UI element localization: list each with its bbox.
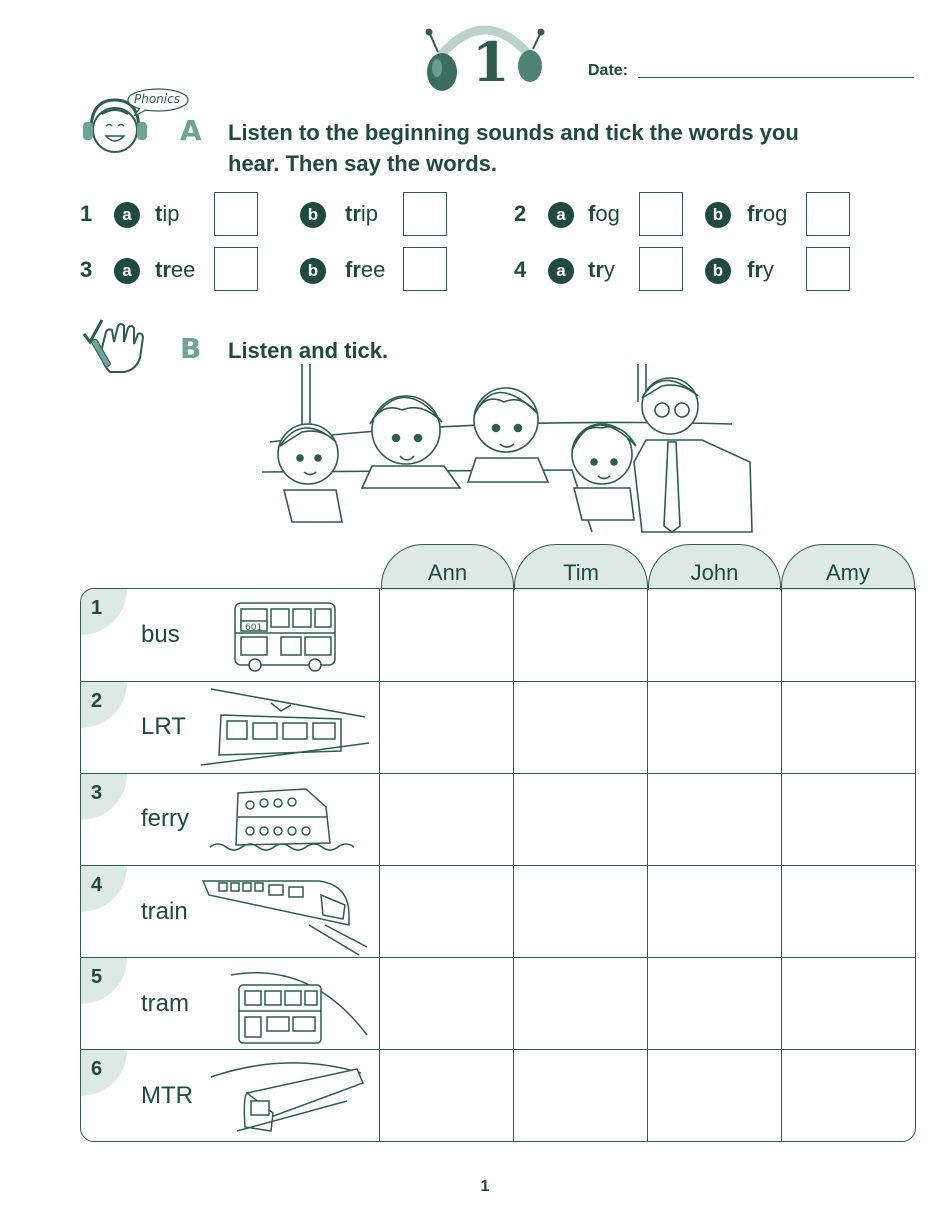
tick-box[interactable] [639, 247, 683, 291]
phonics-badge-text: Phonics [134, 92, 180, 106]
option-b-badge: b [300, 258, 326, 284]
column-header-john: John [648, 544, 781, 590]
row-number: 4 [91, 874, 103, 896]
row-label-ferry: ferry [141, 805, 189, 832]
column-header-amy: Amy [781, 544, 915, 590]
bus-route-number: 601 [245, 623, 263, 633]
word-option: trip [345, 201, 379, 226]
tram-icon [231, 965, 371, 1049]
item-number: 4 [514, 257, 527, 282]
pencil-hand-icon [80, 312, 160, 376]
tick-box[interactable] [214, 247, 258, 291]
option-a-badge: a [548, 258, 574, 284]
tick-box[interactable] [639, 192, 683, 236]
row-number-bg [81, 682, 127, 728]
tick-box[interactable] [806, 192, 850, 236]
tick-box[interactable] [403, 192, 447, 236]
row-label-lrt: LRT [141, 713, 186, 740]
row-number: 2 [91, 690, 103, 712]
tick-box[interactable] [403, 247, 447, 291]
row-number-bg [81, 1050, 127, 1096]
row-number-bg [81, 589, 127, 635]
mtr-icon [207, 1057, 367, 1137]
section-a-instruction-line2: hear. Then say the words. [228, 151, 497, 176]
section-a-letter: A [180, 114, 202, 147]
row-label-tram: tram [141, 990, 189, 1017]
row-label-bus: bus [141, 621, 180, 648]
item-number: 1 [80, 201, 93, 226]
option-b-badge: b [705, 202, 731, 228]
tick-box[interactable] [806, 247, 850, 291]
row-label-mtr: MTR [141, 1082, 193, 1109]
word-option: frog [747, 201, 788, 226]
column-header-tim: Tim [514, 544, 648, 590]
row-number: 3 [91, 782, 103, 804]
option-a-badge: a [548, 202, 574, 228]
row-number-bg [81, 774, 127, 820]
children-illustration [262, 362, 782, 542]
row-number: 5 [91, 966, 103, 988]
word-option: fog [588, 201, 620, 226]
column-header-ann: Ann [381, 544, 514, 590]
item-number: 2 [514, 201, 527, 226]
option-a-badge: a [114, 202, 140, 228]
option-b-badge: b [300, 202, 326, 228]
word-option: tree [155, 257, 196, 282]
section-b-letter: B [180, 332, 202, 365]
row-number: 6 [91, 1058, 103, 1080]
unit-number: 1 [472, 30, 510, 94]
transport-tick-table [80, 588, 916, 1142]
section-a-instruction-line1: Listen to the beginning sounds and tick the words you [228, 120, 799, 145]
row-number-bg [81, 866, 127, 912]
date-label: Date: [588, 62, 629, 79]
option-a-badge: a [114, 258, 140, 284]
word-option: tip [155, 201, 180, 226]
date-input-line[interactable] [638, 77, 914, 78]
row-label-train: train [141, 898, 188, 925]
word-option: free [345, 257, 386, 282]
word-option: fry [747, 257, 774, 282]
word-option: try [588, 257, 615, 282]
lrt-icon [201, 685, 369, 771]
option-b-badge: b [705, 258, 731, 284]
ferry-icon [206, 783, 366, 863]
row-number: 1 [91, 597, 103, 619]
item-number: 3 [80, 257, 93, 282]
row-number-bg [81, 958, 127, 1004]
page-number: 1 [480, 1178, 490, 1195]
tick-box[interactable] [214, 192, 258, 236]
section-b-instruction: Listen and tick. [228, 338, 389, 363]
train-icon [199, 875, 367, 959]
bus-icon [231, 599, 341, 673]
